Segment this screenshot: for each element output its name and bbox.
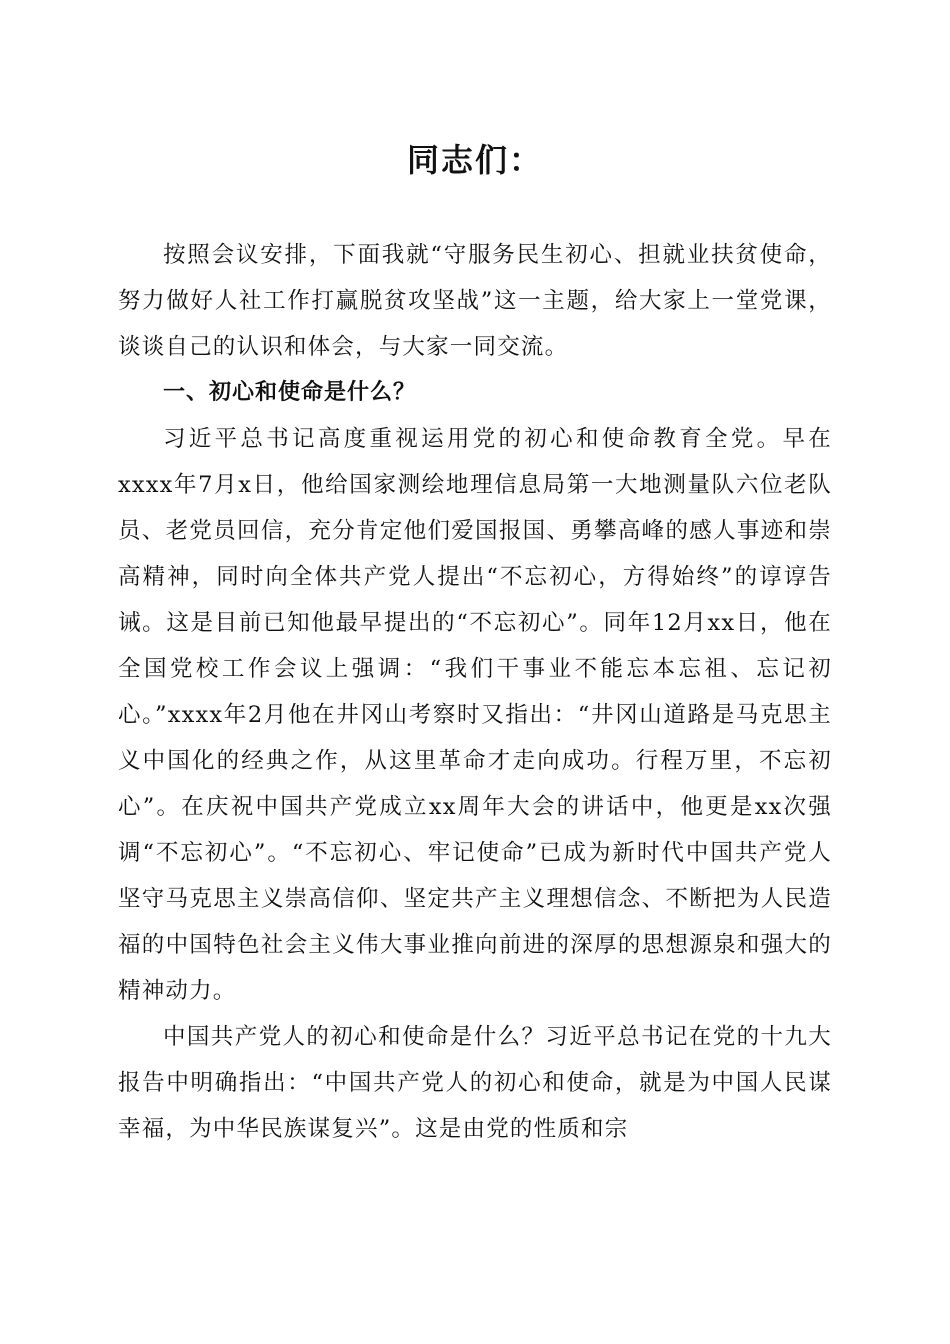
intro-paragraph: 按照会议安排，下面我就“守服务民生初心、担就业扶贫使命，努力做好人社工作打赢脱贫攻坚战”这一主题，给大家上一堂党课，谈谈自己的认识和体会，与大家一同交流。 xyxy=(118,242,832,360)
document-body xyxy=(118,232,832,1152)
section-heading-1: 一、初心和使命是什么？ xyxy=(163,380,417,405)
body-paragraph-2: 中国共产党人的初心和使命是什么？习近平总书记在党的十九大报告中明确指出：“中国共产党人的初心和使命，就是为中国人民谋幸福，为中华民族谋复兴”。这是由党的性质和宗 xyxy=(118,1024,832,1142)
page-title: 同志们： xyxy=(406,141,543,179)
body-paragraph-1: 习近平总书记高度重视运用党的初心和使命教育全党。早在xxxx年7月x日，他给国家测绘地理信息局第一大地测量队六位老队员、老党员回信，充分肯定他们爱国报国、勇攀高峰的感人事迹和崇高精神，同时向全体共产党人提出“不忘初心，方得始终”的谆谆告诫。这是目前已知他最早提出的“不忘初心”。同年12月xx日，他在全国党校工作会议上强调：“我们干事业不能忘本忘祖、忘记初心。”xxxx年2月他在井冈山考察时又指出：“井冈山道路是马克思主义中国化的经典之作，从这里革命才走向成功。行程万里，不忘初心”。在庆祝中国共产党成立xx周年大会的讲话中，他更是xx次强调“不忘初心”。“不忘初心、牢记使命”已成为新时代中国共产党人坚守马克思主义崇高信仰、坚定共产主义理想信念、不断把为人民造福的中国特色社会主义伟大事业推向前进的深厚的思想源泉和强大的精神动力。 xyxy=(118,426,832,1004)
